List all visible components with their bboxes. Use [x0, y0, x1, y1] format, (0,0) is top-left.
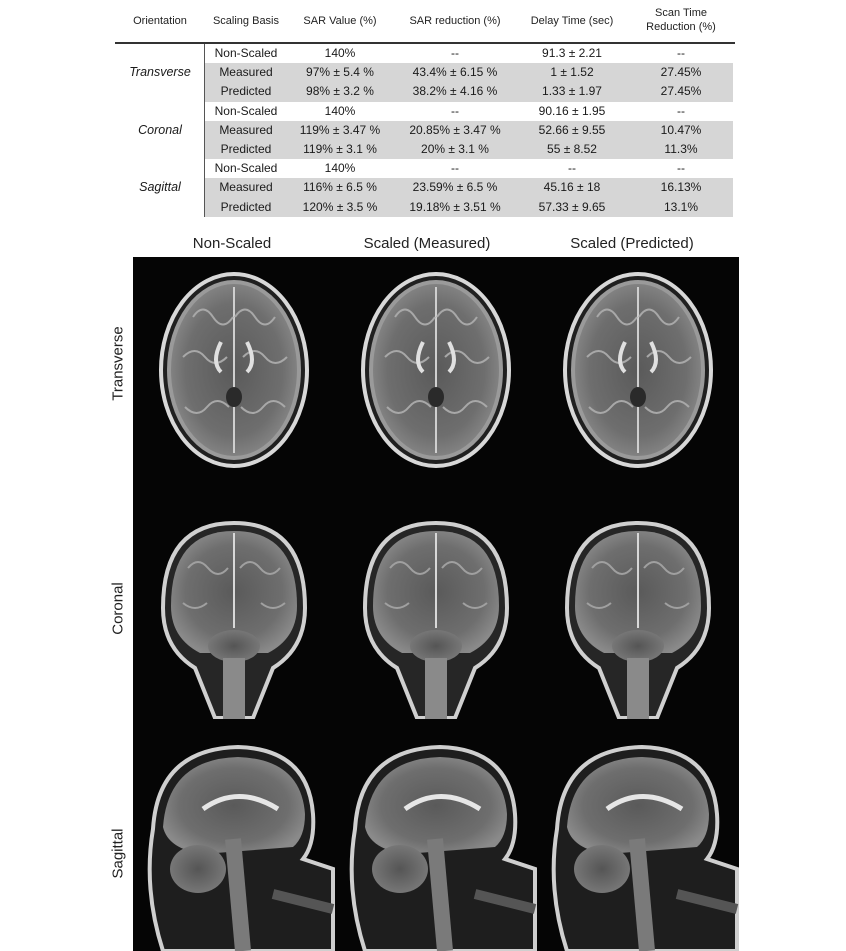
cell-sar-reduction: --	[451, 46, 459, 60]
cell-delay-time: 91.3 ± 2.21	[542, 46, 602, 60]
cell-scan-time-reduction: 11.3%	[664, 142, 698, 156]
cell-sar-value: 116% ± 6.5 %	[303, 180, 377, 195]
mri-sagittal-scaled-measured	[335, 719, 537, 950]
column-header-scaled-predicted: Scaled (Predicted)	[570, 235, 694, 252]
cell-delay-time: 45.16 ± 18	[543, 180, 601, 195]
mri-transverse-scaled-measured	[335, 257, 537, 488]
mri-coronal-scaled-predicted	[537, 488, 739, 719]
header-sar-reduction: SAR reduction (%)	[409, 15, 501, 27]
orientation-label: Transverse	[129, 65, 191, 80]
cell-sar-reduction: 19.18% ± 3.51 %	[409, 199, 501, 214]
cell-scan-time-reduction: 27.45%	[660, 84, 702, 99]
cell-delay-time: 55 ± 8.52	[547, 142, 597, 156]
cell-sar-value: 140%	[324, 161, 356, 176]
header-scan-time-line1: Scan Time	[655, 7, 707, 19]
orientation-label: Coronal	[138, 122, 182, 137]
mri-image-grid	[133, 257, 739, 951]
header-orientation: Orientation	[133, 15, 187, 27]
cell-scaling-basis: Measured	[219, 180, 273, 195]
header-sar-value: SAR Value (%)	[303, 15, 377, 27]
cell-scan-time-reduction: 27.45%	[660, 65, 702, 80]
cell-sar-value: 140%	[324, 103, 356, 118]
header-delay-time: Delay Time (sec)	[530, 15, 614, 27]
row-label-coronal: Coronal	[109, 582, 127, 635]
header-scan-time-reduction	[627, 6, 735, 34]
mri-transverse-scaled-predicted	[537, 257, 739, 488]
cell-sar-reduction: 43.4% ± 6.15 %	[412, 65, 498, 80]
row-label-transverse: Transverse	[109, 326, 127, 401]
cell-delay-time: 52.66 ± 9.55	[538, 122, 606, 137]
table-row	[115, 178, 735, 197]
cell-delay-time: 1.33 ± 1.97	[542, 84, 602, 99]
cell-sar-reduction: 38.2% ± 4.16 %	[412, 84, 498, 99]
cell-scaling-basis: Predicted	[220, 199, 272, 214]
cell-delay-time: 57.33 ± 9.65	[538, 199, 606, 214]
cell-sar-reduction: 20.85% ± 3.47 %	[409, 122, 501, 137]
cell-scan-time-reduction: --	[677, 161, 685, 176]
cell-sar-value: 120% ± 3.5 %	[302, 199, 378, 214]
cell-sar-value: 119% ± 3.1 %	[303, 142, 377, 156]
cell-scaling-basis: Predicted	[220, 142, 272, 156]
mri-transverse-non-scaled	[133, 257, 335, 488]
cell-scaling-basis: Measured	[219, 122, 273, 137]
table-row	[115, 198, 735, 217]
cell-sar-reduction: --	[451, 103, 459, 118]
cell-scan-time-reduction: --	[677, 46, 685, 60]
table-row	[115, 140, 735, 159]
cell-scaling-basis: Non-Scaled	[214, 103, 278, 118]
cell-sar-value: 119% ± 3.47 %	[299, 122, 381, 137]
cell-delay-time: 90.16 ± 1.95	[538, 103, 606, 118]
mri-coronal-non-scaled	[133, 488, 335, 719]
column-header-scaled-measured: Scaled (Measured)	[363, 235, 491, 252]
cell-scaling-basis: Measured	[219, 65, 273, 80]
cell-sar-value: 98% ± 3.2 %	[306, 84, 374, 99]
cell-sar-value: 140%	[324, 46, 356, 60]
cell-sar-reduction: 23.59% ± 6.5 %	[412, 180, 498, 195]
cell-delay-time: --	[568, 161, 576, 176]
cell-scan-time-reduction: 10.47%	[660, 122, 702, 137]
table-header	[115, 6, 735, 42]
row-label-sagittal: Sagittal	[109, 828, 127, 879]
header-scaling-basis: Scaling Basis	[212, 15, 280, 27]
orientation-label: Sagittal	[139, 180, 181, 195]
cell-scan-time-reduction: 13.1%	[663, 199, 699, 214]
cell-scan-time-reduction: 16.13%	[660, 180, 702, 195]
table-row	[115, 82, 735, 101]
table-row	[115, 102, 735, 121]
cell-sar-reduction: --	[451, 161, 459, 176]
cell-scaling-basis: Non-Scaled	[214, 161, 278, 176]
cell-delay-time: 1 ± 1.52	[550, 65, 594, 80]
header-scan-time-line2: Reduction (%)	[646, 21, 716, 33]
mri-sagittal-scaled-predicted	[537, 719, 739, 950]
table-row	[115, 159, 735, 178]
cell-sar-value: 97% ± 5.4 %	[306, 65, 374, 80]
mri-coronal-scaled-measured	[335, 488, 537, 719]
mri-sagittal-non-scaled	[133, 719, 335, 950]
table-row	[115, 44, 735, 63]
table-row	[115, 63, 735, 82]
cell-sar-reduction: 20% ± 3.1 %	[421, 142, 489, 156]
column-header-non-scaled: Non-Scaled	[192, 235, 272, 252]
cell-scaling-basis: Predicted	[220, 84, 272, 99]
cell-scan-time-reduction: --	[677, 103, 685, 118]
table-row	[115, 121, 735, 140]
cell-scaling-basis: Non-Scaled	[214, 46, 278, 60]
